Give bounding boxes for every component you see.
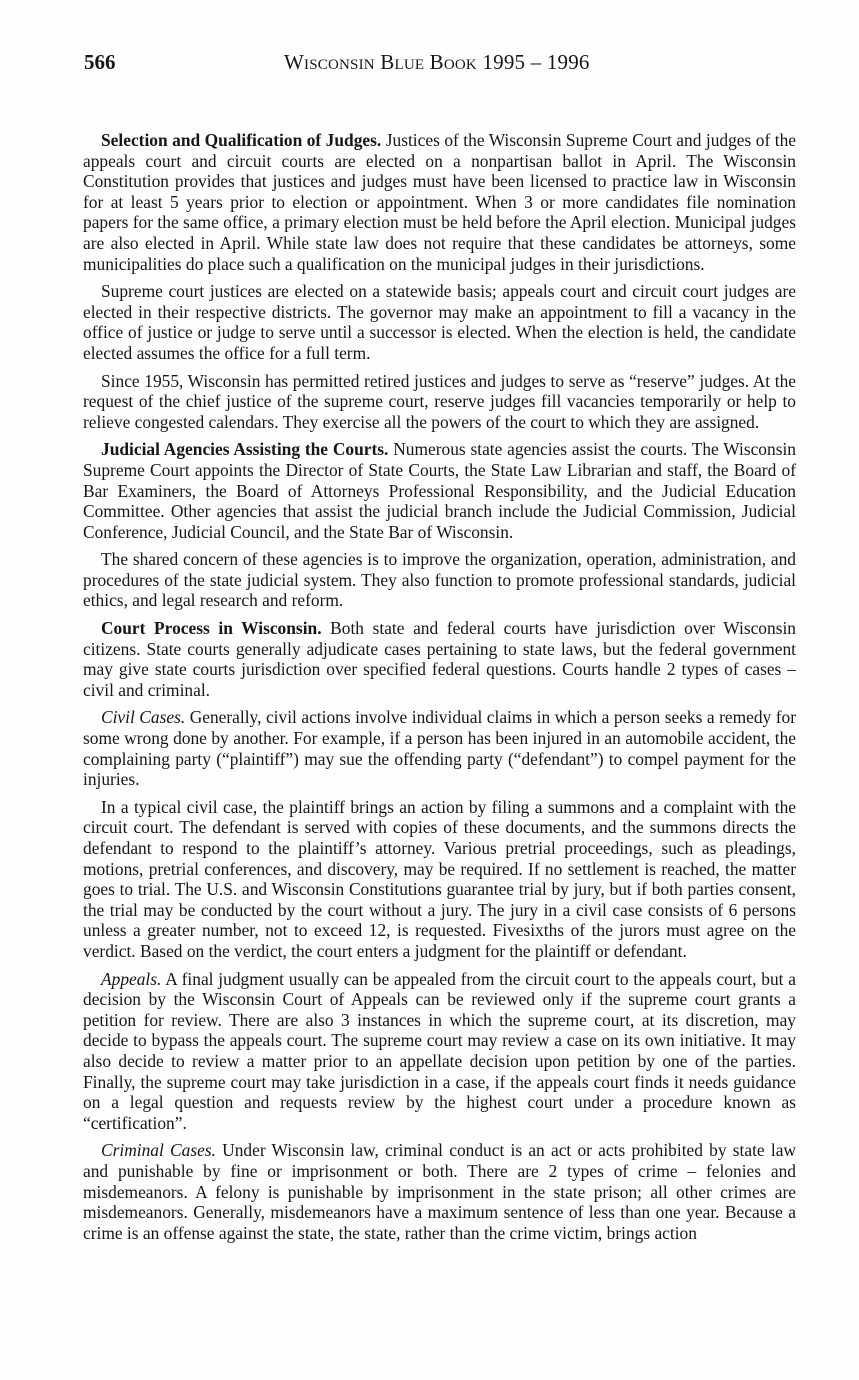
paragraph-text: Justices of the Wisconsin Supreme Court and judges of the appeals court and circuit courts are elected on a nonpartisan ballot in April. The Wisconsin Constitution provides that justices and judges must have been licensed to practice law in Wisconsin for at least 5 years prior to election or appointment. When 3 or more candidates file nomination papers for the same office, a primary election must be held before the April election. Municipal judges are also elected in April. While state law does not require that these candidates be attorneys, some municipalities do place such a qualification on the municipal judges in their jurisdictions. (83, 130, 796, 274)
paragraph-text: Since 1955, Wisconsin has permitted retired justices and judges to serve as “reserve” judges. At the request of the chief justice of the supreme court, reserve judges fill vacancies temporarily or help to relieve congested calendars. They exercise all the powers of the court to which they are assigned. (83, 370, 796, 432)
section-heading: Selection and Qualification of Judges. (101, 130, 382, 150)
paragraph-text: Supreme court justices are elected on a statewide basis; appeals court and circuit court judges are elected in their respective districts. The governor may make an appointment to fill a vacancy in the office of justice or judge to serve until a successor is elected. When the election is held, the candidate elected assumes the office for a full term. (83, 281, 796, 363)
paragraph-selection-of-judges (83, 130, 796, 274)
running-head-years: 1995 – 1996 (476, 50, 590, 74)
paragraph-text: Numerous state agencies assist the courts. The Wisconsin Supreme Court appoints the Director of State Courts, the State Law Librarian and staff, the Board of Bar Examiners, the Board of Attorneys Professional Responsibility, and the Judicial Education Committee. Other agencies that assist the judicial branch include the Judicial Commission, Judicial Conference, Judicial Council, and the State Bar of Wisconsin. (83, 439, 796, 542)
paragraph-civil-cases (83, 707, 796, 789)
running-head (284, 48, 590, 76)
paragraph-typical-civil-case (83, 797, 796, 962)
paragraph-text: Under Wisconsin law, criminal conduct is an act or acts prohibited by state law and punishable by fine or imprisonment or both. There are 2 types of crime – felonies and misdemeanors. A felony is punishable by imprisonment in the state prison; all other crimes are misdemeanors. Generally, misdemeanors have a maximum sentence of less than one year. Because a crime is an offense against the state, the state, rather than the crime victim, brings action (83, 1140, 796, 1243)
paragraph-text: A final judgment usually can be appealed from the circuit court to the appeals court, but a decision by the Wisconsin Court of Appeals can be reviewed only if the supreme court grants a petition for review. There are also 3 instances in which the supreme court, at its discretion, may decide to bypass the appeals court. The supreme court may review a case on its own initiative. It may also decide to review a matter prior to an appellate decision upon petition by one of the parties. Finally, the supreme court may take jurisdiction in a case, if the appeals court finds it needs guidance on a legal question and requests review by the highest court under a procedure known as “certification”. (83, 968, 796, 1133)
paragraph-text: Generally, civil actions involve individual claims in which a person seeks a remedy for some wrong done by another. For example, if a person has been injured in an automobile accident, the complaining party (“plaintiff”) may sue the offending party (“defendant”) to compel payment for the injuries. (83, 707, 796, 790)
subsection-heading: Appeals. (101, 968, 162, 989)
running-head-title: Wisconsin Blue Book (284, 50, 477, 74)
paragraph-text: Both state and federal courts have jurisdiction over Wisconsin citizens. State courts generally adjudicate cases pertaining to state laws, but the federal government may give state courts jurisdiction over specified federal questions. Courts handle 2 types of cases – civil and criminal. (83, 618, 796, 700)
paragraph-court-process (83, 618, 796, 700)
paragraph-shared-concern (83, 549, 796, 611)
section-heading: Judicial Agencies Assisting the Courts. (101, 439, 389, 460)
subsection-heading: Civil Cases. (101, 707, 186, 728)
page-header (84, 48, 784, 82)
paragraph-election-basis (83, 281, 796, 363)
paragraph-judicial-agencies (83, 439, 796, 542)
paragraph-criminal-cases (83, 1140, 796, 1243)
paragraph-reserve-judges (83, 371, 796, 433)
body-text (83, 130, 796, 1250)
paragraph-text: The shared concern of these agencies is to improve the organization, operation, administration, and procedures of the state judicial system. They also function to promote professional standards, judicial ethics, and legal research and reform. (83, 549, 796, 611)
paragraph-appeals (83, 969, 796, 1134)
paragraph-text: In a typical civil case, the plaintiff brings an action by filing a summons and a complaint with the circuit court. The defendant is served with copies of these documents, and the summons directs the defendant to respond to the plaintiff’s attorney. Various pretrial proceedings, such as pleadings, motions, pretrial conferences, and discovery, may be required. If no settlement is reached, the matter goes to trial. The U.S. and Wisconsin Constitutions guarantee trial by jury, but if both parties consent, the trial may be conducted by the court without a jury. The jury in a civil case consists of 6 persons unless a greater number, not to exceed 12, is requested. Fivesixths of the jurors must agree on the verdict. Based on the verdict, the court enters a judgment for the plaintiff or defendant. (83, 796, 796, 961)
subsection-heading: Criminal Cases. (101, 1140, 216, 1161)
page-number: 566 (84, 50, 116, 74)
section-heading: Court Process in Wisconsin. (101, 618, 322, 639)
